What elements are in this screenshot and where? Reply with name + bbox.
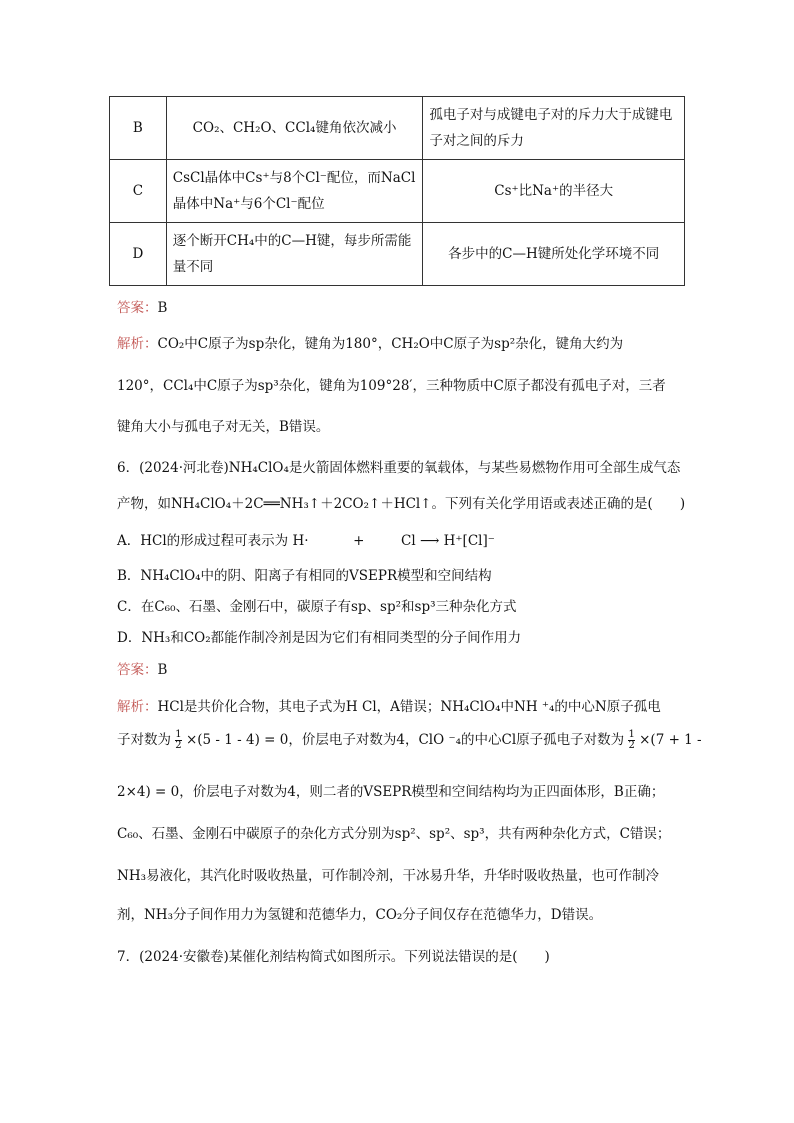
fraction-numerator: 1 — [628, 729, 635, 740]
answer-line-1 — [117, 296, 167, 316]
question-7-stem: 7．(2024·安徽卷)某催化剂结构简式如图所示。下列说法错误的是( ) — [117, 949, 550, 965]
question-6-stem: 6．(2024·河北卷)NH₄ClO₄是火箭固体燃料重要的氧载体，与某些易燃物作用可全部生成气态 — [117, 460, 681, 476]
option-fact: 逐个断开CH₄中的C—H键，每步所需能量不同 — [166, 223, 423, 286]
analysis-text: ×(5 - 1 - 4) = 0，价层电子对数为4，ClO ⁻₄的中心Cl原子孤电子对数为 — [185, 732, 625, 748]
fraction — [628, 730, 634, 751]
analysis-line: NH₃易液化，其汽化时吸收热量，可作制冷剂，干冰易升华，升华时吸收热量，也可作制冷 — [117, 868, 659, 884]
answer-label: 答案： — [117, 662, 158, 678]
fraction-numerator: 1 — [175, 729, 182, 740]
options-table — [109, 96, 685, 286]
option-reason: Cs⁺比Na⁺的半径大 — [423, 160, 685, 223]
question-6-stem: 产物，如NH₄ClO₄＋2C══NH₃↑＋2CO₂↑＋HCl↑。下列有关化学用语或表述正确的是( ) — [117, 496, 686, 512]
option-fact: CO₂、CH₂O、CCl₄键角依次减小 — [166, 97, 423, 160]
answer-line-2 — [117, 658, 167, 678]
analysis-text: CO₂中C原子为sp杂化，键角为180°，CH₂O中C原子为sp²杂化，键角大约为 — [157, 336, 624, 352]
answer-label: 答案： — [117, 300, 158, 316]
table-row — [110, 160, 685, 223]
analysis-line: 剂，NH₃分子间作用力为氢键和范德华力，CO₂分子间仅存在范德华力，D错误。 — [117, 907, 603, 923]
analysis-line — [117, 695, 661, 715]
option-a — [117, 529, 495, 549]
analysis-label: 解析： — [117, 699, 158, 715]
analysis-line: 120°，CCl₄中C原子为sp³杂化，键角为109°28′，三种物质中C原子都没有孤电子对，三者 — [117, 378, 666, 394]
reaction-arrow: ⟶ — [420, 533, 440, 549]
analysis-line: 2×4) = 0，价层电子对数为4，则二者的VSEPR模型和空间结构均为正四面体形，B正确； — [117, 784, 665, 800]
lewis-cl: Cl — [401, 533, 416, 549]
analysis-text: ×(7 + 1 - — [639, 732, 702, 748]
fraction-denominator: 2 — [628, 740, 635, 751]
answer-value: B — [157, 662, 168, 678]
fraction-denominator: 2 — [175, 740, 182, 751]
option-a-text: A．HCl的形成过程可表示为 — [117, 533, 289, 549]
lewis-h: H· — [292, 533, 309, 549]
option-letter: D — [110, 223, 167, 286]
fraction — [175, 730, 181, 751]
table-row — [110, 97, 685, 160]
analysis-line — [117, 332, 623, 352]
option-fact: CsCl晶体中Cs⁺与8个Cl⁻配位，而NaCl晶体中Na⁺与6个Cl⁻配位 — [166, 160, 423, 223]
analysis-line: C₆₀、石墨、金刚石中碳原子的杂化方式分别为sp²、sp²、sp³，共有两种杂化方式，C错误； — [117, 826, 671, 842]
option-reason: 孤电子对与成键电子对的斥力大于成键电子对之间的斥力 — [423, 97, 685, 160]
option-c: C．在C₆₀、石墨、金刚石中，碳原子有sp、sp²和sp³三种杂化方式 — [117, 599, 517, 615]
option-letter: B — [110, 97, 167, 160]
option-letter: C — [110, 160, 167, 223]
analysis-text: HCl是共价化合物，其电子式为H Cl，A错误；NH₄ClO₄中NH ⁺₄的中心N原子孤电 — [157, 699, 661, 715]
analysis-text: 子对数为 — [117, 732, 171, 748]
option-reason: 各步中的C—H键所处化学环境不同 — [423, 223, 685, 286]
lewis-plus: + — [353, 533, 365, 549]
answer-value: B — [157, 300, 168, 316]
lewis-product: H⁺[Cl]⁻ — [443, 533, 495, 549]
table-row — [110, 223, 685, 286]
analysis-line — [117, 728, 702, 751]
option-b: B．NH₄ClO₄中的阴、阳离子有相同的VSEPR模型和空间结构 — [117, 568, 492, 584]
option-d: D．NH₃和CO₂都能作制冷剂是因为它们有相同类型的分子间作用力 — [117, 630, 522, 646]
analysis-label: 解析： — [117, 336, 158, 352]
analysis-line: 键角大小与孤电子对无关，B错误。 — [117, 419, 330, 435]
